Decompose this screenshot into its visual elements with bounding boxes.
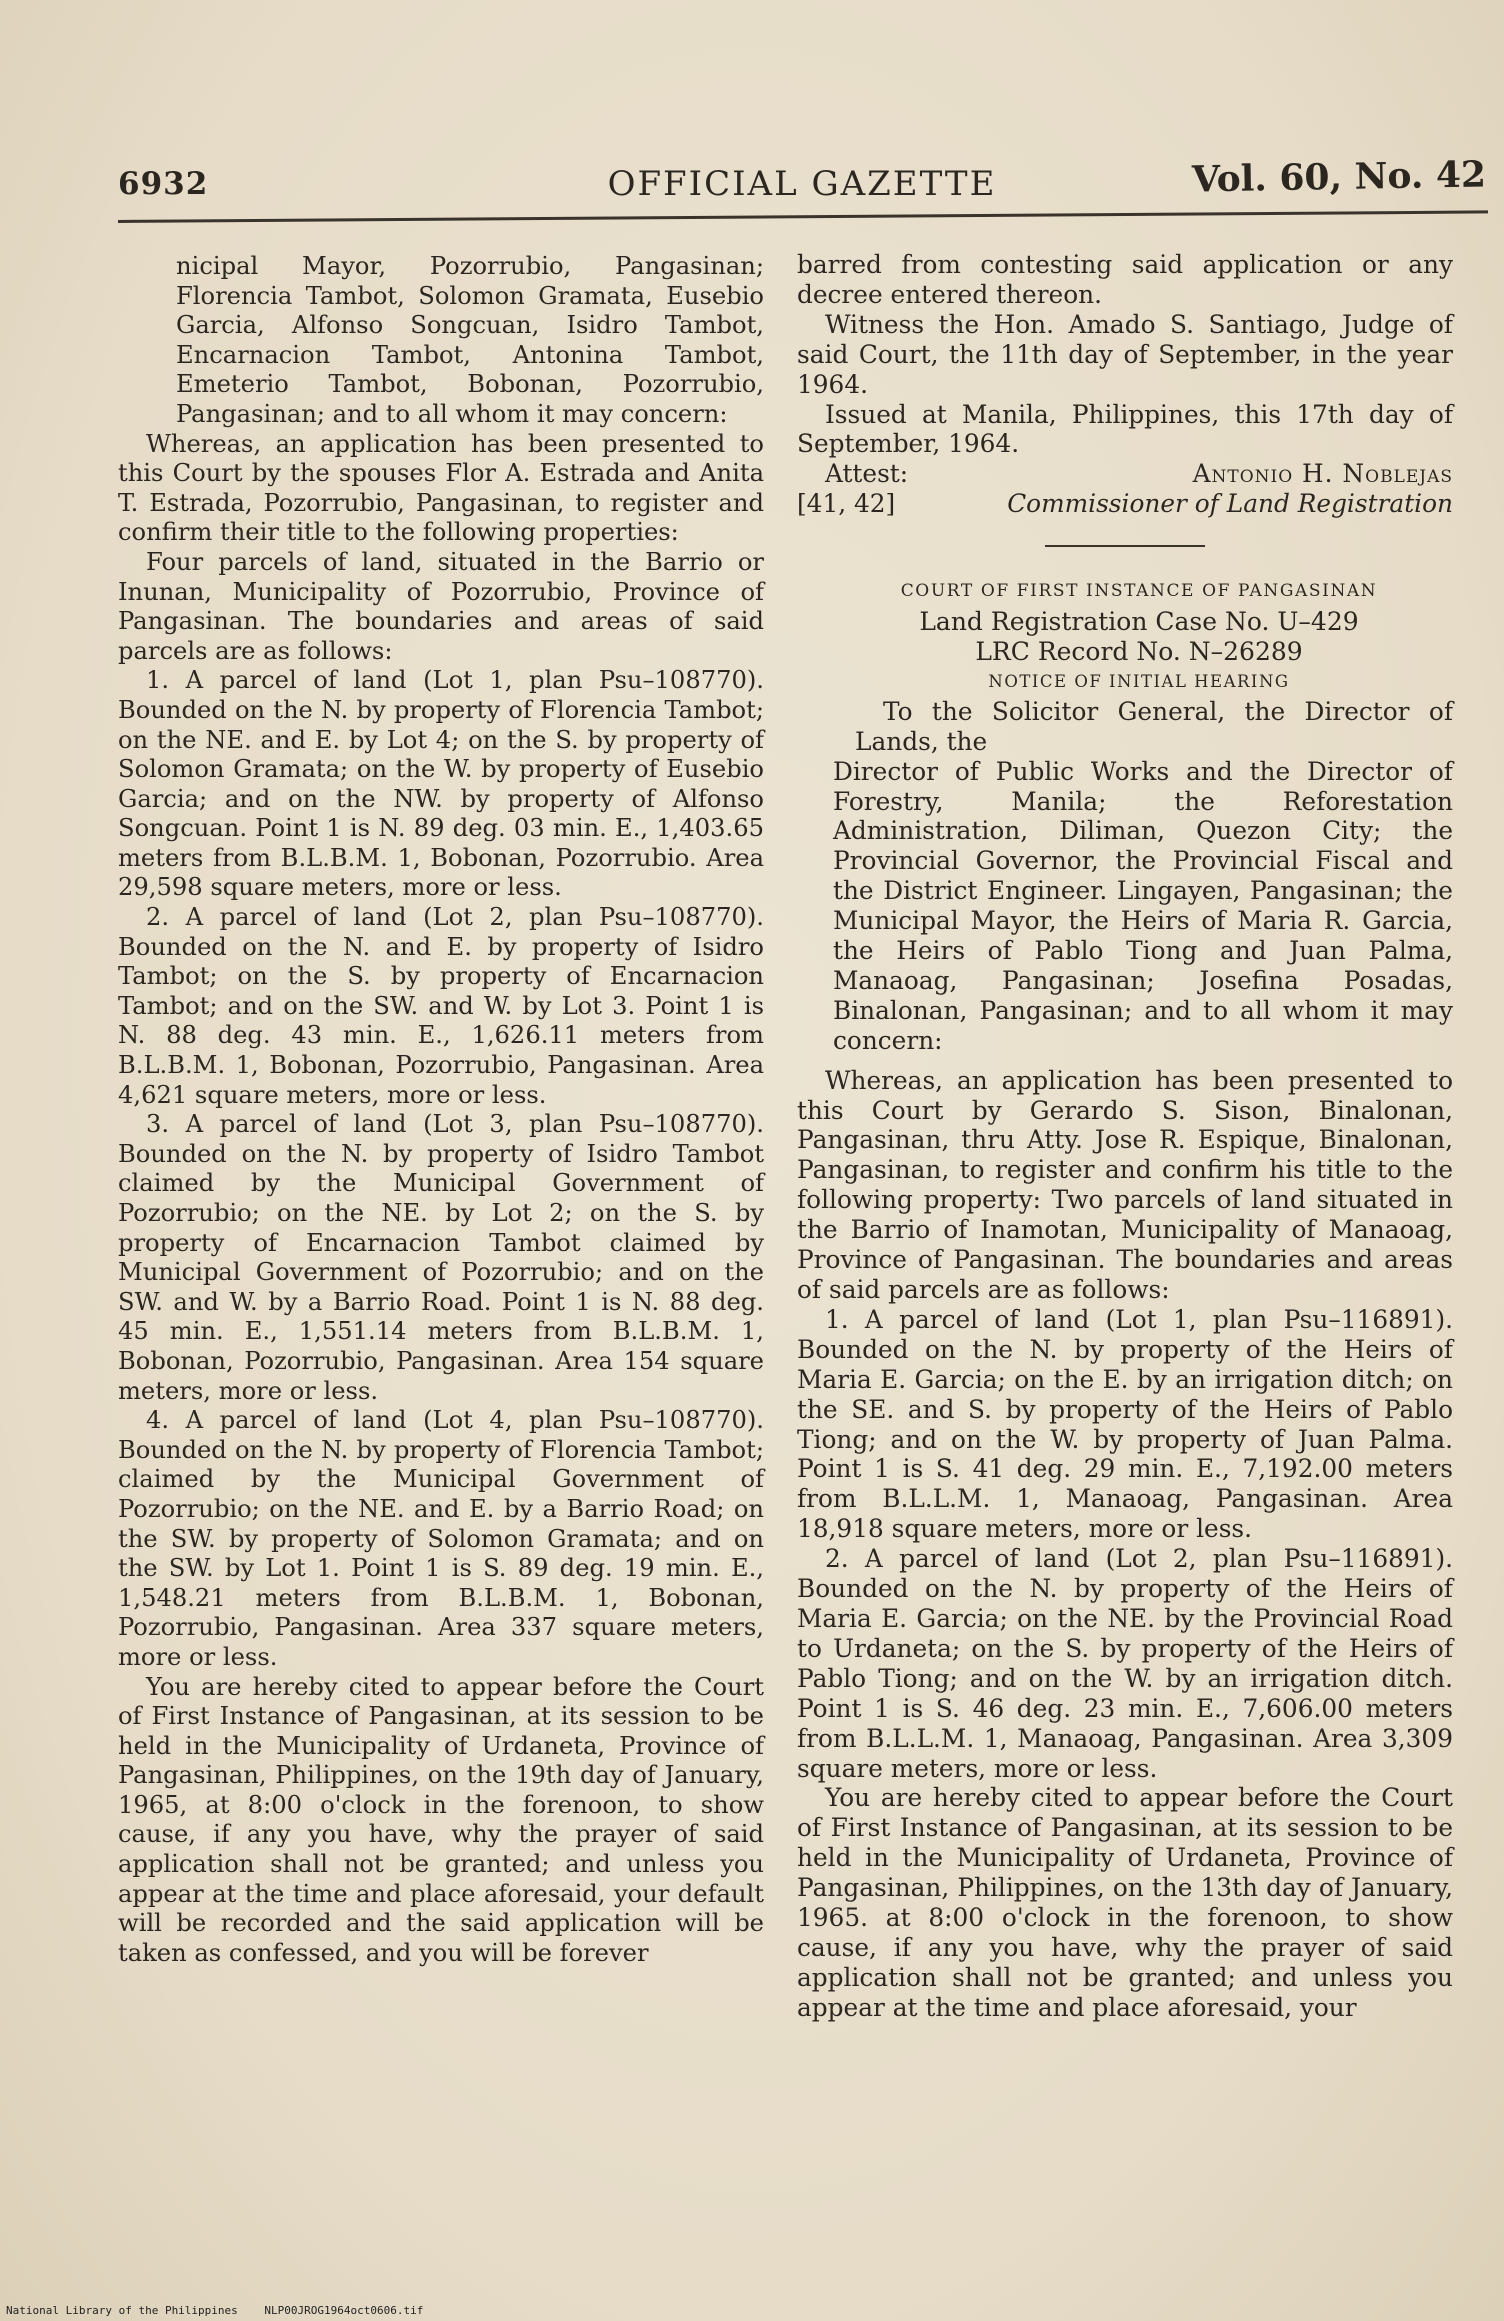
court-heading: COURT OF FIRST INSTANCE OF PANGASINAN [900, 581, 1378, 602]
attest-signatory: Antonio H. Noblejas [1192, 459, 1453, 489]
witness-paragraph: Witness the Hon. Amado S. Santiago, Judge of said Court, the 11th day of September, in the year 1964. [797, 309, 1453, 399]
citation-paragraph-2: You are hereby cited to appear before the Court of First Instance of Pangasinan, at its session to be held in the Municipality of Urdaneta, Province of Pangasinan, Philippines, on the 13th day of January, 1965. at 8:00 o'clock in the forenoon, to show cause, if any you have, why the prayer of said application shall not be granted; and unless you appear at the time and place aforesaid, your [797, 1783, 1453, 2022]
parcels-intro: Four parcels of land, situated in the Barrio or Inunan, Municipality of Pozorrubio, Province of Pangasinan. The boundaries and areas of said parcels are as follows: [118, 547, 764, 665]
address-block: Director of Public Works and the Director of Forestry, Manila; the Reforestation Administration, Diliman, Quezon City; the Provincial Governor, the Provincial Fiscal and the District Engineer. Lingayen, Pangasinan; the Municipal Mayor, the Heirs of Maria R. Garcia, the Heirs of Pablo Tiong and Juan Palma, Manaoag, Pangasinan; Josefina Posadas, Binalonan, Pangasinan; and to all whom it may concern: [833, 756, 1453, 1055]
lot-1-description-2: 1. A parcel of land (Lot 1, plan Psu–116891). Bounded on the N. by property of the Heirs of Maria E. Garcia; on the E. by an irrigation ditch; on the SE. and S. by property of the Heirs of Pablo Tiong; and on the W. by property of Juan Palma. Point 1 is S. 41 deg. 29 min. E., 7,192.00 meters from B.L.L.M. 1, Manaoag, Pangasinan. Area 18,918 square meters, more or less. [797, 1304, 1453, 1544]
file-name: NLP00JROG1964oct0606.tif [264, 2304, 424, 2317]
attest-role-line [797, 489, 1453, 519]
lot-1-description: 1. A parcel of land (Lot 1, plan Psu–108770). Bounded on the N. by property of Florencia Tambot; on the NE. and E. by Lot 4; on the S. by property of Solomon Gramata; on the W. by property of Eusebio Garcia; and on the NW. by property of Alfonso Songcuan. Point 1 is N. 89 deg. 03 min. E., 1,403.65 meters from B.L.B.M. 1, Bobonan, Pozorrubio. Area 29,598 square meters, more or less. [118, 666, 764, 902]
scan-footer [6, 2304, 443, 2317]
attest-line [797, 459, 1453, 489]
issued-paragraph: Issued at Manila, Philippines, this 17th day of September, 1964. [797, 399, 1453, 459]
lot-2-description-2: 2. A parcel of land (Lot 2, plan Psu–116891). Bounded on the N. by property of the Heirs of Maria E. Garcia; on the NE. by the Provincial Road to Urdaneta; on the S. by property of the Heirs of Pablo Tiong; and on the W. by an irrigation ditch. Point 1 is S. 46 deg. 23 min. E., 7,606.00 meters from B.L.L.M. 1, Manaoag, Pangasinan. Area 3,309 square meters, more or less. [797, 1544, 1453, 1783]
publication-title: OFFICIAL GAZETTE [607, 164, 997, 204]
page-number: 6932 [118, 166, 209, 202]
volume-number: Vol. 60, No. 42 [1191, 153, 1487, 201]
section-divider [1045, 545, 1205, 547]
record-number: LRC Record No. N–26289 [975, 636, 1303, 666]
right-column [797, 250, 1453, 2023]
barred-continuation: barred from contesting said application or any decree entered thereon. [797, 250, 1453, 309]
citation-paragraph: You are hereby cited to appear before the Court of First Instance of Pangasinan, at its session to be held in the Municipality of Urdaneta, Province of Pangasinan, Philippines, on the 19th day of January, 1965, at 8:00 o'clock in the forenoon, to show cause, if any you have, why the prayer of said application shall not be granted; and unless you appear at the time and place aforesaid, your default will be recorded and the said application will be taken as confessed, and you will be forever [118, 1672, 764, 1967]
lot-3-description: 3. A parcel of land (Lot 3, plan Psu–108770). Bounded on the N. by property of Isidro Tambot claimed by the Municipal Government of Pozorrubio; on the NE. by Lot 2; on the S. by property of Encarnacion Tambot claimed by Municipal Government of Pozorrubio; and on the SW. and W. by a Barrio Road. Point 1 is N. 88 deg. 45 min. E., 1,551.14 meters from B.L.B.M. 1, Bobonan, Pozorrubio, Pangasinan. Area 154 square meters, more or less. [118, 1110, 764, 1405]
attest-role: Commissioner of Land Registration [1007, 489, 1453, 519]
notice-heading: NOTICE OF INITIAL HEARING [988, 671, 1290, 691]
whereas-paragraph-2: Whereas, an application has been presented to this Court by Gerardo S. Sison, Binalonan, Pangasinan, thru Atty. Jose R. Espique, Binalonan, Pangasinan, to register and confirm his title to the following property: Two parcels of land situated in the Barrio of Inamotan, Municipality of Manaoag, Province of Pangasinan. The boundaries and areas of said parcels are as follows: [797, 1065, 1453, 1304]
lot-2-description: 2. A parcel of land (Lot 2, plan Psu–108770). Bounded on the N. and E. by property of Isidro Tambot; on the S. by property of Encarnacion Tambot; and on the SW. and W. by Lot 3. Point 1 is N. 88 deg. 43 min. E., 1,626.11 meters from B.L.B.M. 1, Bobonan, Pozorrubio, Pangasinan. Area 4,621 square meters, more or less. [118, 903, 764, 1109]
case-number: Land Registration Case No. U–429 [919, 607, 1359, 637]
whereas-paragraph: Whereas, an application has been presented to this Court by the spouses Flor A. Estrada and Anita T. Estrada, Pozorrubio, Pangasinan, to register and confirm their title to the following properties: [118, 429, 764, 547]
issue-reference: [41, 42] [797, 489, 896, 519]
lot-4-description: 4. A parcel of land (Lot 4, plan Psu–108770). Bounded on the N. by property of Florencia Tambot; claimed by the Municipal Government of Pozorrubio; on the NE. and E. by a Barrio Road; on the SW. by property of Solomon Gramata; and on the SW. by Lot 1. Point 1 is S. 89 deg. 19 min. E., 1,548.21 meters from B.L.B.M. 1, Bobonan, Pozorrubio, Pangasinan. Area 337 square meters, more or less. [118, 1406, 764, 1671]
address-first-line: To the Solicitor General, the Director of Lands, the [855, 696, 1453, 756]
address-continuation: nicipal Mayor, Pozorrubio, Pangasinan; Florencia Tambot, Solomon Gramata, Eusebio Garcia, Alfonso Songcuan, Isidro Tambot, Encarnacion Tambot, Antonina Tambot, Emeterio Tambot, Bobonan, Pozorrubio, Pangasinan; and to all whom it may concern: [176, 252, 764, 428]
page-header [118, 152, 1486, 212]
library-credit: National Library of the Philippines [6, 2304, 238, 2317]
left-column [118, 252, 764, 1968]
header-rule [118, 210, 1488, 223]
attest-label: Attest: [825, 459, 909, 489]
